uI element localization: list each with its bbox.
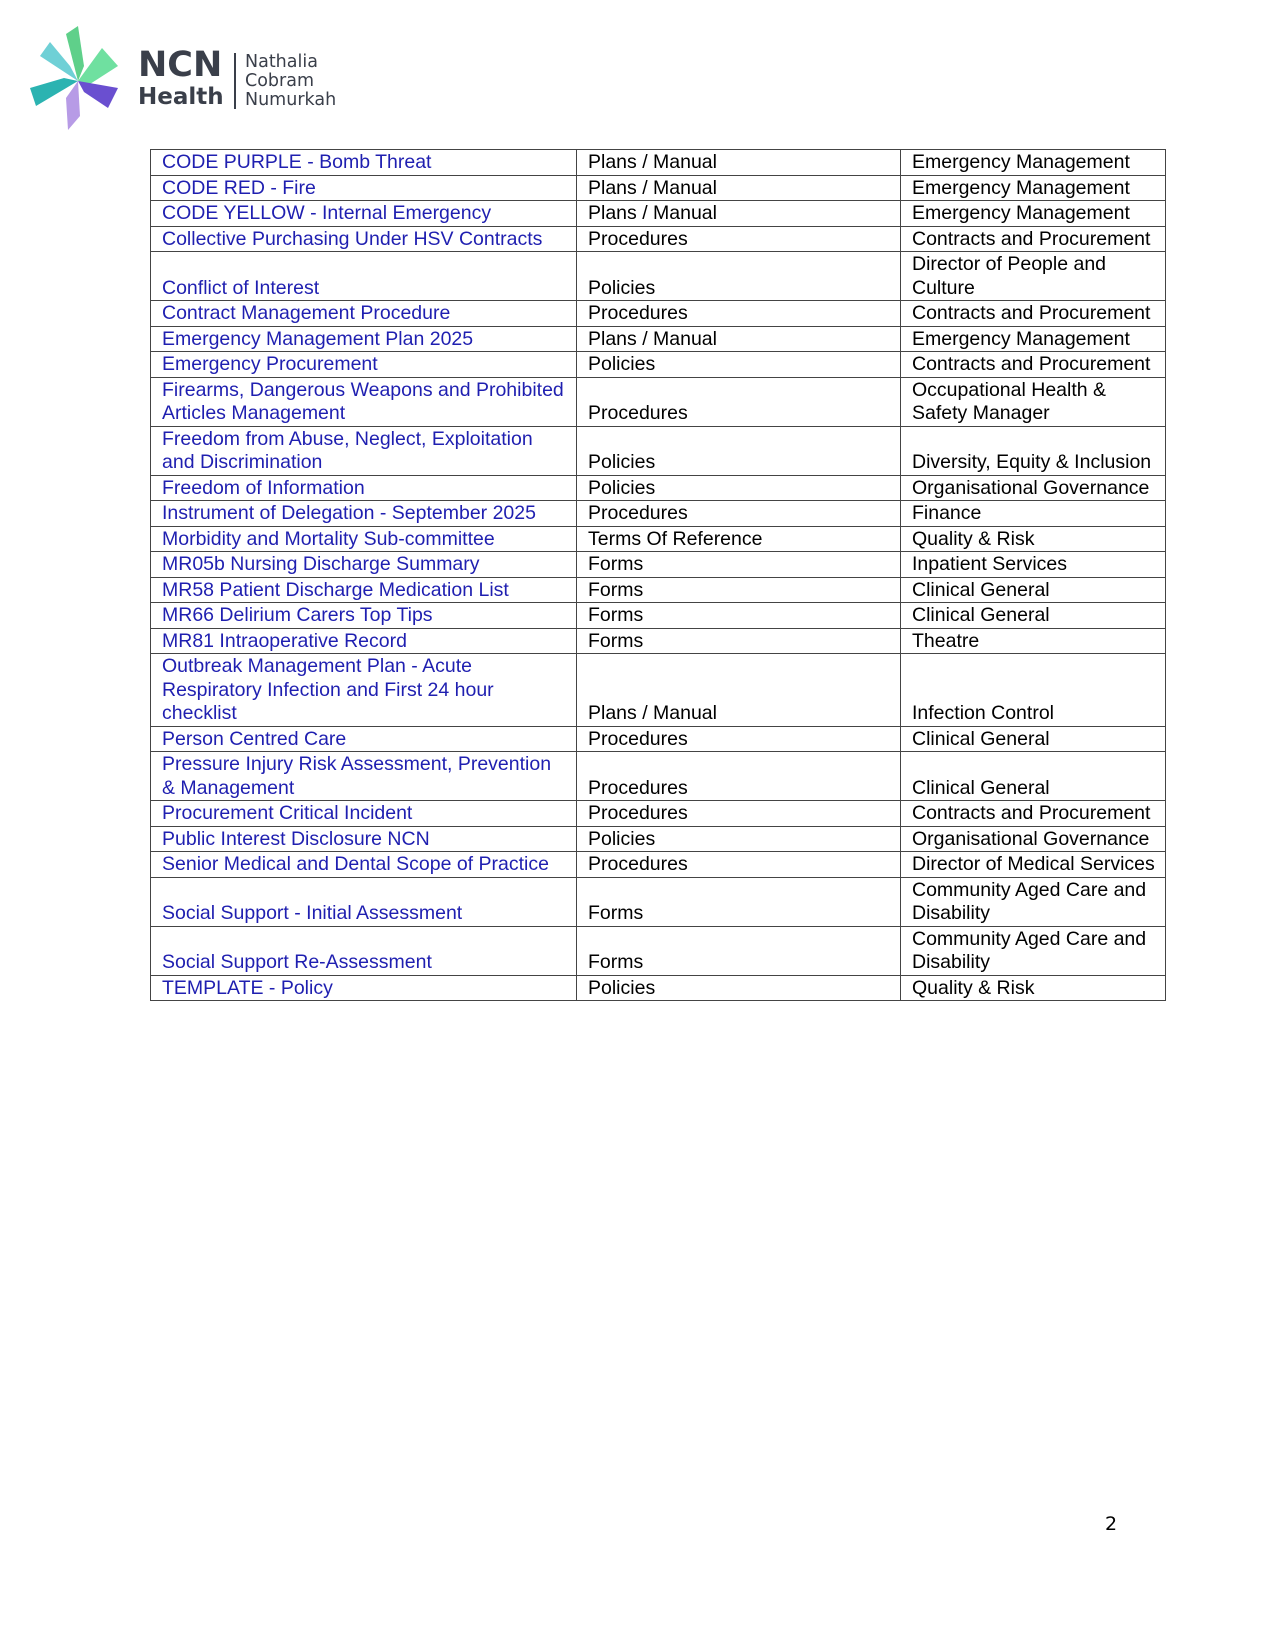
document-title-link[interactable]: MR66 Delirium Carers Top Tips bbox=[151, 603, 577, 629]
brand-name bbox=[138, 45, 224, 110]
document-table bbox=[150, 149, 1166, 1001]
document-owner: Community Aged Care and Disability bbox=[901, 877, 1166, 926]
table-row bbox=[151, 226, 1166, 252]
document-type: Forms bbox=[577, 603, 901, 629]
document-title-link[interactable]: Public Interest Disclosure NCN bbox=[151, 826, 577, 852]
brand-line-1: NCN bbox=[138, 45, 223, 85]
table-row bbox=[151, 654, 1166, 727]
document-owner: Occupational Health & Safety Manager bbox=[901, 377, 1166, 426]
document-owner: Finance bbox=[901, 501, 1166, 527]
document-type: Policies bbox=[577, 252, 901, 301]
document-owner: Emergency Management bbox=[901, 201, 1166, 227]
document-owner: Contracts and Procurement bbox=[901, 226, 1166, 252]
table-row bbox=[151, 552, 1166, 578]
document-type: Procedures bbox=[577, 301, 901, 327]
document-title-link[interactable]: MR58 Patient Discharge Medication List bbox=[151, 577, 577, 603]
document-title-link[interactable]: Emergency Management Plan 2025 bbox=[151, 326, 577, 352]
document-owner: Contracts and Procurement bbox=[901, 801, 1166, 827]
table-row bbox=[151, 252, 1166, 301]
document-owner: Clinical General bbox=[901, 603, 1166, 629]
ncn-logo-mark-icon bbox=[28, 26, 128, 136]
table-row bbox=[151, 726, 1166, 752]
document-owner: Organisational Governance bbox=[901, 826, 1166, 852]
document-title-link[interactable]: Collective Purchasing Under HSV Contracts bbox=[151, 226, 577, 252]
document-type: Procedures bbox=[577, 726, 901, 752]
table-row bbox=[151, 752, 1166, 801]
document-type: Plans / Manual bbox=[577, 654, 901, 727]
document-type: Forms bbox=[577, 628, 901, 654]
table-row bbox=[151, 877, 1166, 926]
document-title-link[interactable]: Freedom of Information bbox=[151, 475, 577, 501]
table-row bbox=[151, 150, 1166, 176]
document-owner: Quality & Risk bbox=[901, 975, 1166, 1001]
document-owner: Clinical General bbox=[901, 577, 1166, 603]
document-owner: Clinical General bbox=[901, 726, 1166, 752]
document-type: Policies bbox=[577, 475, 901, 501]
document-type: Procedures bbox=[577, 852, 901, 878]
table-row bbox=[151, 826, 1166, 852]
page-number: 2 bbox=[1105, 1513, 1118, 1535]
document-owner: Community Aged Care and Disability bbox=[901, 926, 1166, 975]
document-title-link[interactable]: CODE PURPLE - Bomb Threat bbox=[151, 150, 577, 176]
document-owner: Director of Medical Services bbox=[901, 852, 1166, 878]
document-title-link[interactable]: Pressure Injury Risk Assessment, Prevention & Management bbox=[151, 752, 577, 801]
table-row bbox=[151, 352, 1166, 378]
document-owner: Organisational Governance bbox=[901, 475, 1166, 501]
table-row bbox=[151, 926, 1166, 975]
document-title-link[interactable]: Morbidity and Mortality Sub-committee bbox=[151, 526, 577, 552]
table-row bbox=[151, 852, 1166, 878]
town-name: Numurkah bbox=[245, 90, 337, 110]
document-type: Forms bbox=[577, 577, 901, 603]
document-title-link[interactable]: Freedom from Abuse, Neglect, Exploitation and Discrimination bbox=[151, 426, 577, 475]
document-title-link[interactable]: CODE YELLOW - Internal Emergency bbox=[151, 201, 577, 227]
table-row bbox=[151, 526, 1166, 552]
document-title-link[interactable]: MR05b Nursing Discharge Summary bbox=[151, 552, 577, 578]
document-owner: Contracts and Procurement bbox=[901, 301, 1166, 327]
document-owner: Emergency Management bbox=[901, 175, 1166, 201]
table-row bbox=[151, 301, 1166, 327]
document-title-link[interactable]: MR81 Intraoperative Record bbox=[151, 628, 577, 654]
document-type: Procedures bbox=[577, 801, 901, 827]
document-owner: Infection Control bbox=[901, 654, 1166, 727]
table-row bbox=[151, 201, 1166, 227]
table-row bbox=[151, 975, 1166, 1001]
table-row bbox=[151, 326, 1166, 352]
document-title-link[interactable]: Conflict of Interest bbox=[151, 252, 577, 301]
document-type: Procedures bbox=[577, 226, 901, 252]
table-row bbox=[151, 426, 1166, 475]
table-row bbox=[151, 475, 1166, 501]
document-title-link[interactable]: CODE RED - Fire bbox=[151, 175, 577, 201]
document-owner: Director of People and Culture bbox=[901, 252, 1166, 301]
document-type: Policies bbox=[577, 826, 901, 852]
table-row bbox=[151, 628, 1166, 654]
document-title-link[interactable]: Emergency Procurement bbox=[151, 352, 577, 378]
town-names bbox=[245, 53, 336, 110]
document-owner: Theatre bbox=[901, 628, 1166, 654]
document-title-link[interactable]: Social Support - Initial Assessment bbox=[151, 877, 577, 926]
document-title-link[interactable]: Person Centred Care bbox=[151, 726, 577, 752]
document-title-link[interactable]: Instrument of Delegation - September 2025 bbox=[151, 501, 577, 527]
document-table-body bbox=[151, 150, 1166, 1001]
logo-divider bbox=[234, 53, 236, 109]
document-owner: Emergency Management bbox=[901, 326, 1166, 352]
document-title-link[interactable]: Social Support Re-Assessment bbox=[151, 926, 577, 975]
document-owner: Diversity, Equity & Inclusion bbox=[901, 426, 1166, 475]
table-row bbox=[151, 175, 1166, 201]
document-title-link[interactable]: Firearms, Dangerous Weapons and Prohibited Articles Management bbox=[151, 377, 577, 426]
ncn-health-logo bbox=[28, 26, 358, 136]
document-type: Policies bbox=[577, 426, 901, 475]
table-row bbox=[151, 501, 1166, 527]
document-owner: Inpatient Services bbox=[901, 552, 1166, 578]
document-owner: Emergency Management bbox=[901, 150, 1166, 176]
document-owner: Clinical General bbox=[901, 752, 1166, 801]
table-row bbox=[151, 577, 1166, 603]
document-owner: Quality & Risk bbox=[901, 526, 1166, 552]
brand-line-2: Health bbox=[138, 84, 224, 110]
document-title-link[interactable]: Contract Management Procedure bbox=[151, 301, 577, 327]
document-title-link[interactable]: Outbreak Management Plan - Acute Respiratory Infection and First 24 hour checklist bbox=[151, 654, 577, 727]
document-title-link[interactable]: Procurement Critical Incident bbox=[151, 801, 577, 827]
document-type: Procedures bbox=[577, 501, 901, 527]
document-type: Plans / Manual bbox=[577, 201, 901, 227]
table-row bbox=[151, 377, 1166, 426]
table-row bbox=[151, 603, 1166, 629]
document-type: Policies bbox=[577, 352, 901, 378]
document-type: Procedures bbox=[577, 752, 901, 801]
table-row bbox=[151, 801, 1166, 827]
town-name: Cobram bbox=[245, 71, 315, 91]
document-type: Plans / Manual bbox=[577, 175, 901, 201]
document-type: Plans / Manual bbox=[577, 150, 901, 176]
document-type: Forms bbox=[577, 877, 901, 926]
document-type: Policies bbox=[577, 975, 901, 1001]
document-owner: Contracts and Procurement bbox=[901, 352, 1166, 378]
town-name: Nathalia bbox=[245, 52, 318, 72]
document-title-link[interactable]: Senior Medical and Dental Scope of Practice bbox=[151, 852, 577, 878]
document-type: Procedures bbox=[577, 377, 901, 426]
document-type: Forms bbox=[577, 552, 901, 578]
document-title-link[interactable]: TEMPLATE - Policy bbox=[151, 975, 577, 1001]
document-type: Plans / Manual bbox=[577, 326, 901, 352]
document-type: Terms Of Reference bbox=[577, 526, 901, 552]
document-type: Forms bbox=[577, 926, 901, 975]
